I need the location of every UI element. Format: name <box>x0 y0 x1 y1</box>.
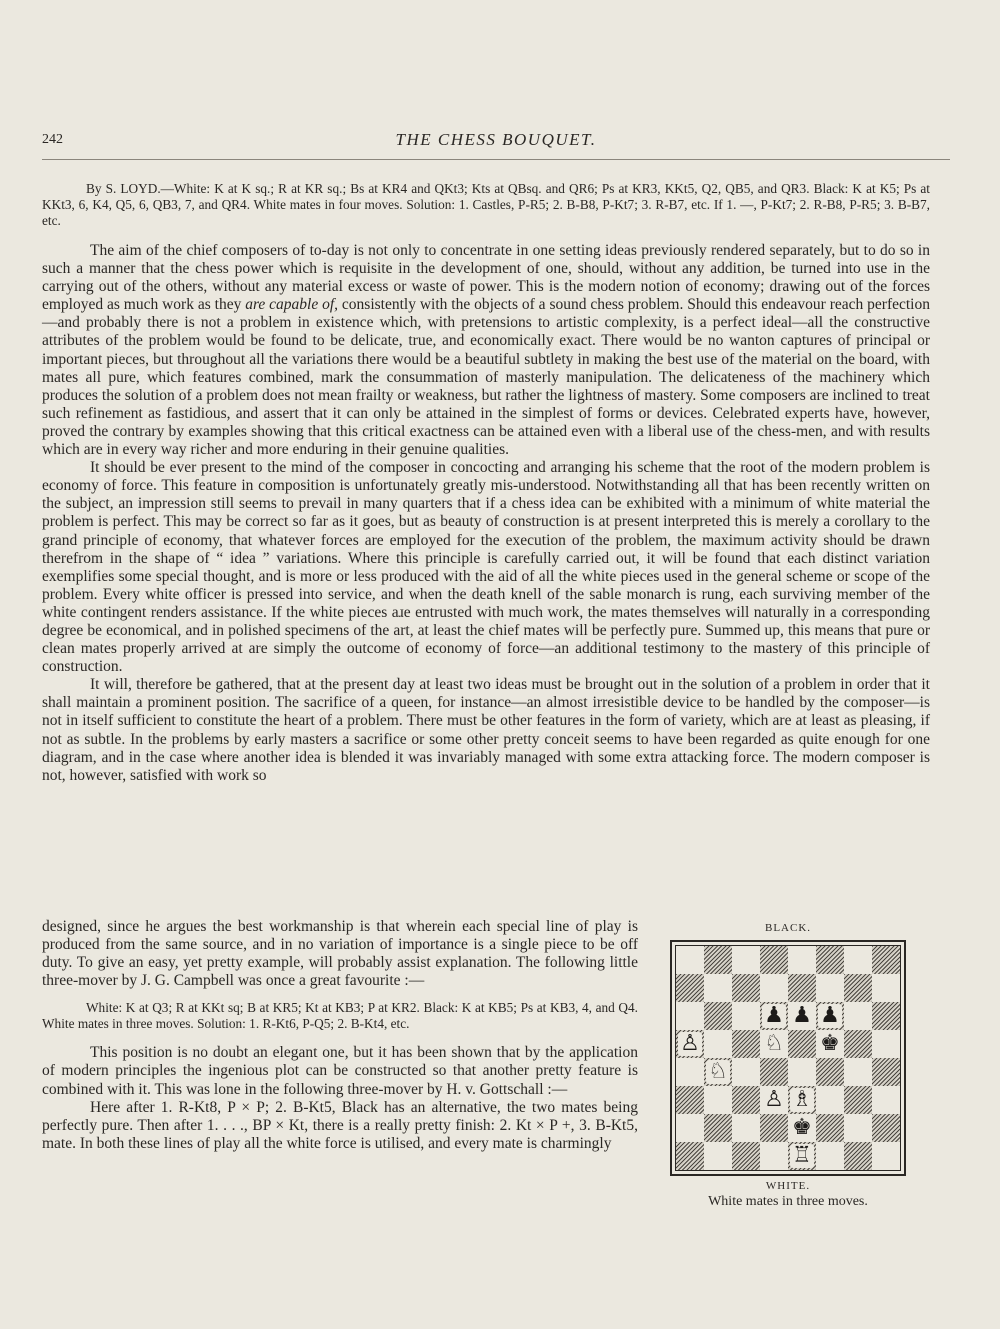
chess-board <box>675 945 901 1171</box>
running-title: THE CHESS BOUQUET. <box>395 130 597 149</box>
white-pawn-icon: ♙ <box>762 1088 786 1112</box>
board-square <box>704 974 732 1002</box>
board-square <box>872 946 900 974</box>
board-square <box>844 1058 872 1086</box>
board-square <box>732 1086 760 1114</box>
board-square <box>816 1030 844 1058</box>
board-square <box>844 1086 872 1114</box>
paragraph-two-ideas-continued: designed, since he argues the best workmanship is that wherein each special line of play is produced from the same source, and in no variation of importance is a single piece to be off duty. To give an easy, yet pretty example, will probably assist explanation. The following little three-mover by J. G. Campbell was once a great favourite :— <box>42 918 638 990</box>
board-square <box>704 1058 732 1086</box>
board-square <box>788 974 816 1002</box>
board-square <box>788 1058 816 1086</box>
paragraph-two-ideas: It will, therefore be gathered, that at the present day at least two ideas must be brought out in the solution of a problem in order that it shall maintain a prominent position. The sacrifice of a queen, for instance—an almost irresistible device to be handled by the composer—is not in itself sufficient to constitute the heart of a problem. There must be other features in the form of variety, which are at least as pleasing, if not as subtle. In the problems by early masters a sacrifice or some other pretty conceit seems to have been regarded as quite enough for one diagram, and in the case where another idea is blended it was invariably managed with some extra attacking force. The modern composer is not, however, satisfied with work so <box>42 676 930 784</box>
white-knight-icon: ♘ <box>762 1032 786 1056</box>
board-square <box>844 974 872 1002</box>
black-pawn-icon: ♟ <box>818 1004 842 1028</box>
board-square <box>676 1030 704 1058</box>
board-square <box>732 1030 760 1058</box>
board-square <box>676 1142 704 1170</box>
board-square <box>872 1002 900 1030</box>
board-square <box>788 1002 816 1030</box>
board-square <box>760 1030 788 1058</box>
board-square <box>872 974 900 1002</box>
board-square <box>844 1142 872 1170</box>
board-square <box>704 946 732 974</box>
paragraph-aim-emphasis: are capable of, <box>245 296 339 314</box>
white-pawn-icon: ♙ <box>678 1032 702 1056</box>
board-square <box>872 1058 900 1086</box>
board-square <box>676 974 704 1002</box>
board-square <box>844 946 872 974</box>
board-square <box>704 1002 732 1030</box>
board-square <box>760 946 788 974</box>
board-square <box>844 1114 872 1142</box>
board-square <box>788 1142 816 1170</box>
board-square <box>760 1058 788 1086</box>
board-square <box>760 1086 788 1114</box>
board-square <box>872 1030 900 1058</box>
board-square <box>676 1114 704 1142</box>
board-square <box>676 1058 704 1086</box>
paragraph-economy: It should be ever present to the mind of the composer in concocting and arranging his scheme that the root of the modern problem is economy of force. This feature in composition is unfortunately greatly mis-understood. Notwithstanding all that has been recently written on the subject, an impression still seems to prevail in many quarters that if a chess idea can be exhibited with a minimum of white material the problem is perfect. This may be correct so far as it goes, but as beauty of construction is at present interpreted this is merely a corollary to the grand principle of economy, that whatever forces are employed for the execution of the problem, the maximum activity should be drawn therefrom in the shape of “ idea ” variations. Where this principle is carefully carried out, it will be found that each distinct variation exemplifies some special thought, and is more or less produced with the aid of all the white pieces used in the general scheme or scope of the problem. Every white officer is pressed into service, and when the death knell of the sable monarch is rung, each surviving member of the white contingent renders assistance. If the white pieces aɹe entrusted with much work, the mates themselves will naturally in a corresponding degree be economical, and in polished specimens of the art, at least the chief mates will be perfectly pure. Summed up, this means that pure or clean mates properly arrived at are simply the outcome of economy of force—an additional testimony to the mastery of this principle of construction. <box>42 459 930 676</box>
board-square <box>704 1114 732 1142</box>
board-square <box>816 974 844 1002</box>
diagram-black-label: BLACK. <box>764 922 812 934</box>
board-square <box>704 1086 732 1114</box>
loyd-problem-text: By S. LOYD.—White: K at K sq.; R at KR sq.; Bs at KR4 and QKt3; Kts at QBsq. and QR6; Ps at KR3, KKt5, Q2, QB5, and QR3. Black: K at K5; Ps at KKt3, 6, K4, Q5, 6, QB3, 7, and QR4. White mates in four moves. Solution: 1. Castles, P-R5; 2. B-B8, P-Kt7; 3. R-B7, etc. If 1. —, P-Kt7; 2. R-B8, P-R5; 3. B-B7, etc. <box>42 181 930 228</box>
white-rook-icon: ♖ <box>790 1144 814 1168</box>
board-square <box>732 1142 760 1170</box>
board-square <box>760 1114 788 1142</box>
board-square <box>760 1002 788 1030</box>
board-square <box>788 946 816 974</box>
paragraph-aim-part2: consistently with the objects of a sound chess problem. Should this endeavour reach perfection—and probably there is not a problem in existence which, with pretensions to artistic complexity, is a perfect ideal—all the constructive attributes of the problem would be found to be delicate, true, and economically exact. There would be no wanton captures of principal or important pieces, but throughout all the variations there would be a beautiful subtlety in making the best use of the material on the board, with mates all pure, which features combined, mark the consummation of masterly manipulation. The delicateness of the machinery which produces the solution of a problem does not mean frailty or weakness, but rather the lightness of mastery. Some composers are inclined to treat such refinement as fastidious, and assert that it can only be attained in the simplest of forms or devices. Celebrated experts have, however, proved the contrary by examples showing that this critical exactness can be attained even with a liberal use of the chess-men, and with results which are in every way richer and more enduring in their genuine qualities. <box>42 296 930 459</box>
board-square <box>732 1058 760 1086</box>
black-pawn-icon: ♟ <box>762 1004 786 1028</box>
board-frame <box>670 940 906 1176</box>
board-square <box>704 1030 732 1058</box>
paragraph-aim <box>42 242 930 459</box>
white-bishop-icon: ♗ <box>790 1088 814 1112</box>
loyd-problem-block <box>42 181 930 229</box>
campbell-problem-text: White: K at Q3; R at KKt sq; B at KR5; Kt at KB3; P at KR2. Black: K at KB5; Ps at KB3, 4, and Q4. White mates in three moves. Solution: 1. R-Kt6, P-Q5; 2. B-Kt4, etc. <box>42 1000 638 1032</box>
black-king-icon: ♚ <box>818 1032 842 1056</box>
board-square <box>732 946 760 974</box>
board-square <box>788 1114 816 1142</box>
board-square <box>732 1002 760 1030</box>
board-square <box>732 974 760 1002</box>
header-rule <box>42 159 950 160</box>
board-square <box>872 1142 900 1170</box>
board-square <box>816 1142 844 1170</box>
page-number: 242 <box>42 132 63 147</box>
chess-diagram <box>668 922 908 1210</box>
board-square <box>760 974 788 1002</box>
paragraph-elegant: This position is no doubt an elegant one, but it has been shown that by the application of modern principles the ingenious plot can be constructed so that another pretty feature is combined with it. This was lone in the following three-mover by H. v. Gottschall :— <box>42 1044 638 1098</box>
page-header <box>42 130 950 154</box>
paragraph-gottschall-solution: Here after 1. R-Kt8, P × P; 2. B-Kt5, Black has an alternative, the two mates being perfectly pure. Then after 1. . . ., BP × Kt, there is a really pretty finish: 2. Kt × P +, 3. B-Kt5, mate. In both these lines of play all the white force is utilised, and every mate is charmingly <box>42 1098 638 1152</box>
black-pawn-icon: ♟ <box>790 1004 814 1028</box>
black-king-icon: ♚ <box>790 1116 814 1140</box>
board-square <box>788 1030 816 1058</box>
board-square <box>816 1114 844 1142</box>
board-square <box>676 1086 704 1114</box>
paragraph-aim-part1: The aim of the chief composers of to-day is not only to concentrate in one setting ideas previously rendered separately, but to do so in such a manner that the chess power which is requisite in the development of one, should, without any addition, be turned into use in the carrying out of the others, without any material excess or waste of power. This is the modern notion of economy; drawing out of the forces employed as much work as they <box>42 242 930 314</box>
white-knight-icon: ♘ <box>706 1060 730 1084</box>
board-square <box>704 1142 732 1170</box>
board-square <box>676 1002 704 1030</box>
board-square <box>872 1086 900 1114</box>
board-square <box>760 1142 788 1170</box>
board-square <box>676 946 704 974</box>
diagram-caption: White mates in three moves. <box>708 1194 868 1209</box>
board-square <box>816 1002 844 1030</box>
board-square <box>872 1114 900 1142</box>
board-square <box>816 1058 844 1086</box>
diagram-white-label: WHITE. <box>765 1180 811 1192</box>
main-text <box>42 242 930 785</box>
board-square <box>788 1086 816 1114</box>
board-square <box>844 1002 872 1030</box>
board-square <box>816 946 844 974</box>
left-column <box>42 918 638 1153</box>
board-square <box>844 1030 872 1058</box>
board-square <box>732 1114 760 1142</box>
board-square <box>816 1086 844 1114</box>
